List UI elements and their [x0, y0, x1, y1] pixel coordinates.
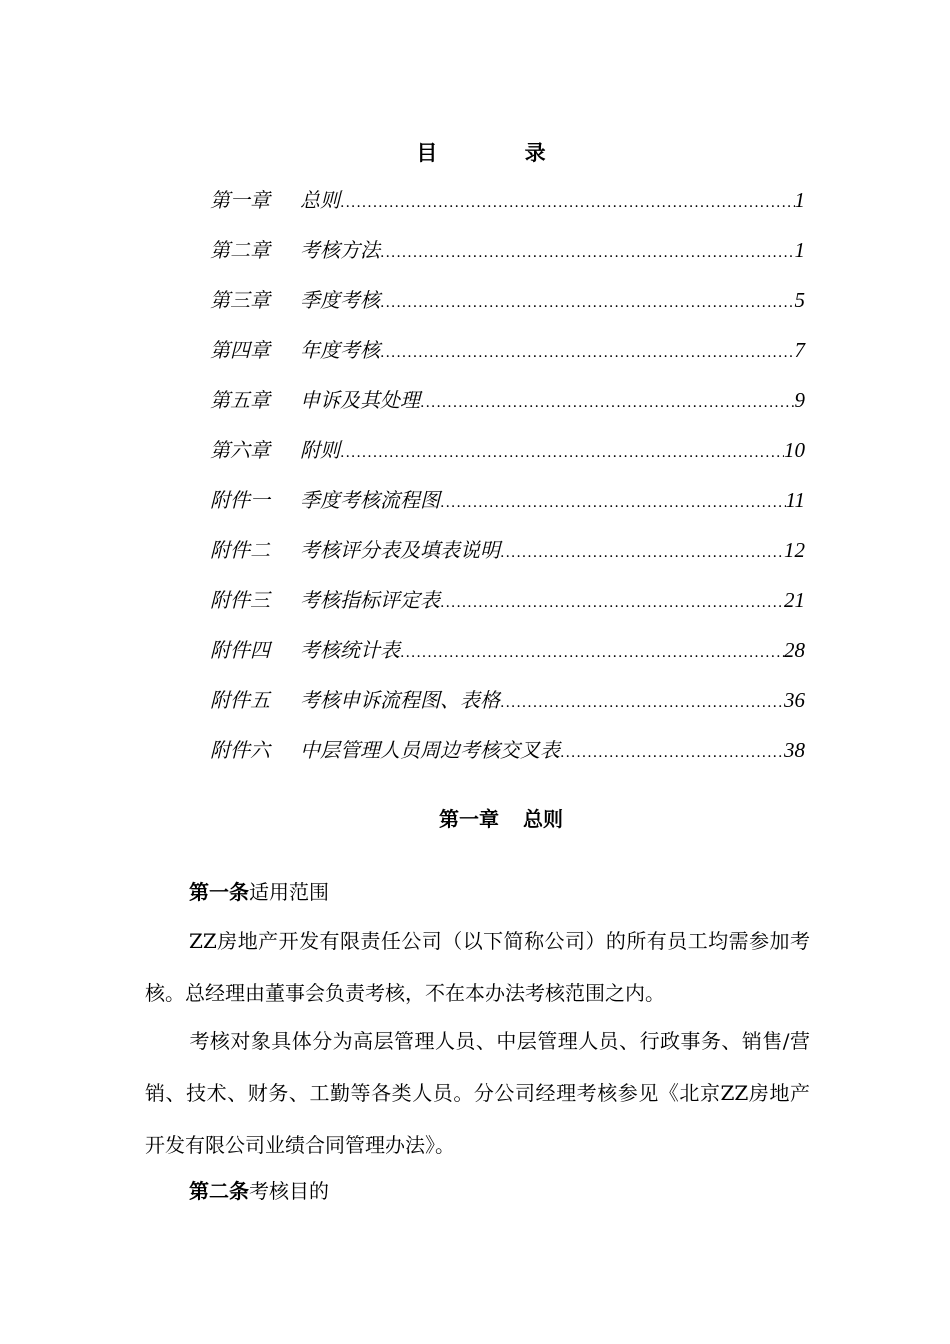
toc-entry[interactable] [210, 734, 805, 784]
toc-leader-dots [500, 545, 784, 561]
toc-entry[interactable] [210, 634, 805, 684]
article-title: 适用范围 [249, 880, 329, 904]
toc-list [210, 184, 805, 784]
toc-leader-dots [380, 245, 795, 261]
toc-entry-chapter: 附件四 [210, 638, 270, 662]
chapter-title: 总则 [523, 807, 563, 831]
toc-entry-name: 考核申诉流程图、表格 [300, 688, 500, 712]
toc-leader-dots [560, 745, 784, 761]
article-heading [189, 876, 329, 905]
article-label: 第一条 [189, 880, 249, 904]
toc-entry-chapter: 第三章 [210, 288, 270, 312]
chapter-heading [0, 803, 950, 832]
toc-leader-dots [380, 295, 795, 311]
toc-entry-chapter: 第六章 [210, 438, 270, 462]
toc-entry[interactable] [210, 234, 805, 284]
toc-entry-page: 10 [784, 438, 805, 462]
toc-entry[interactable] [210, 334, 805, 384]
article-heading [189, 1175, 329, 1204]
toc-entry-page: 12 [784, 538, 805, 562]
toc-entry-page: 9 [794, 388, 805, 412]
toc-leader-dots [380, 345, 795, 361]
toc-leader-dots [340, 195, 795, 211]
paragraph-text: ZZ房地产开发有限责任公司（以下简称公司）的所有员工均需参加考核。总经理由董事会负责考核，不在本办法考核范围之内。 [145, 929, 810, 1005]
toc-entry-name: 年度考核 [300, 338, 380, 362]
toc-entry-page: 21 [784, 588, 805, 612]
toc-entry-chapter: 附件五 [210, 688, 270, 712]
toc-entry-chapter: 附件三 [210, 588, 270, 612]
toc-entry-name: 季度考核流程图 [300, 488, 440, 512]
toc-entry[interactable] [210, 434, 805, 484]
toc-entry-chapter: 附件六 [210, 738, 270, 762]
toc-entry[interactable] [210, 484, 805, 534]
toc-entry-page: 7 [794, 338, 805, 362]
toc-leader-dots [340, 445, 784, 461]
toc-entry-name: 申诉及其处理 [300, 388, 420, 412]
toc-entry-name: 中层管理人员周边考核交叉表 [300, 738, 560, 762]
toc-entry[interactable] [210, 384, 805, 434]
toc-entry[interactable] [210, 284, 805, 334]
toc-entry[interactable] [210, 684, 805, 734]
toc-entry-name: 附则 [300, 438, 340, 462]
paragraph [145, 1015, 810, 1171]
toc-entry[interactable] [210, 584, 805, 634]
toc-title: 目 录 [416, 140, 586, 165]
article-title: 考核目的 [249, 1179, 329, 1203]
toc-leader-dots [500, 695, 784, 711]
toc-entry-chapter: 附件一 [210, 488, 270, 512]
toc-entry-name: 季度考核 [300, 288, 380, 312]
toc-entry-page: 28 [784, 638, 805, 662]
toc-entry[interactable] [210, 534, 805, 584]
toc-entry-page: 38 [784, 738, 805, 762]
toc-entry-name: 考核指标评定表 [300, 588, 440, 612]
article-label: 第二条 [189, 1179, 249, 1203]
toc-entry-name: 总则 [300, 188, 340, 212]
toc-entry-name: 考核评分表及填表说明 [300, 538, 500, 562]
toc-entry-page: 5 [794, 288, 805, 312]
paragraph-text: 考核对象具体分为高层管理人员、中层管理人员、行政事务、销售/营销、技术、财务、工勤等各类人员。分公司经理考核参见《北京ZZ房地产开发有限公司业绩合同管理办法》。 [145, 1029, 810, 1157]
toc-entry-page: 1 [794, 238, 805, 262]
toc-entry[interactable] [210, 184, 805, 234]
toc-entry-page: 1 [794, 188, 805, 212]
toc-leader-dots [420, 395, 795, 411]
chapter-number: 第一章 [439, 807, 499, 831]
toc-entry-page: 36 [784, 688, 805, 712]
toc-leader-dots [440, 495, 786, 511]
toc-entry-chapter: 第五章 [210, 388, 270, 412]
toc-entry-chapter: 附件二 [210, 538, 270, 562]
toc-entry-chapter: 第四章 [210, 338, 270, 362]
toc-entry-name: 考核统计表 [300, 638, 400, 662]
toc-entry-page: 11 [785, 488, 805, 512]
toc-leader-dots [400, 645, 784, 661]
paragraph [145, 915, 810, 1019]
toc-entry-name: 考核方法 [300, 238, 380, 262]
toc-entry-chapter: 第一章 [210, 188, 270, 212]
toc-leader-dots [440, 595, 784, 611]
toc-entry-chapter: 第二章 [210, 238, 270, 262]
